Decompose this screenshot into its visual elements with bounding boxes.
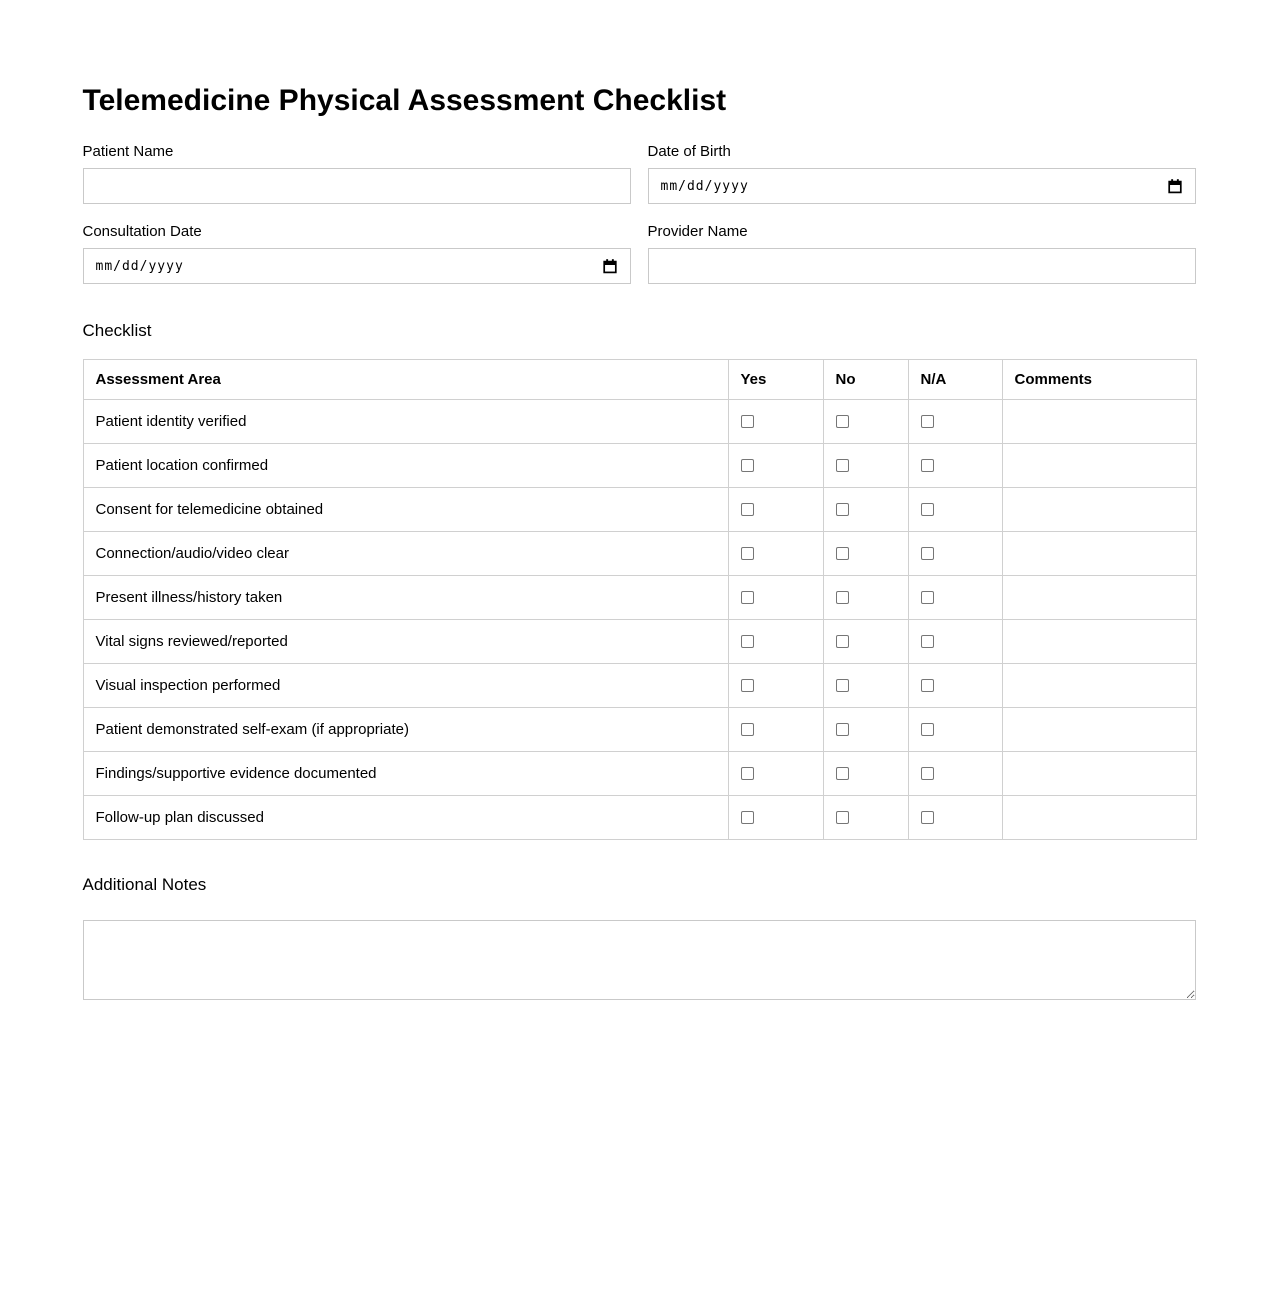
- table-header-row: [83, 359, 1196, 399]
- yes-checkbox[interactable]: [741, 591, 754, 604]
- na-checkbox[interactable]: [921, 547, 934, 560]
- no-checkbox[interactable]: [836, 459, 849, 472]
- provider-name-label: Provider Name: [647, 223, 748, 240]
- assessment-area-cell: Patient identity verified: [83, 399, 728, 443]
- yes-cell: [728, 795, 823, 839]
- no-cell: [823, 619, 908, 663]
- no-cell: [823, 663, 908, 707]
- no-cell: [823, 575, 908, 619]
- no-checkbox[interactable]: [836, 723, 849, 736]
- calendar-icon[interactable]: [1167, 178, 1183, 194]
- date-of-birth-label: Date of Birth: [647, 143, 731, 160]
- patient-name-field: [83, 144, 631, 204]
- assessment-area-cell: Patient location confirmed: [83, 443, 728, 487]
- form-page: [83, 0, 1196, 1005]
- assessment-area-cell: Consent for telemedicine obtained: [83, 487, 728, 531]
- comments-cell: [1002, 751, 1196, 795]
- yes-checkbox[interactable]: [741, 503, 754, 516]
- yes-checkbox[interactable]: [741, 415, 754, 428]
- comments-cell: [1002, 795, 1196, 839]
- comments-cell: [1002, 531, 1196, 575]
- header-yes: Yes: [728, 359, 823, 399]
- na-checkbox[interactable]: [921, 767, 934, 780]
- na-checkbox[interactable]: [921, 811, 934, 824]
- header-comments: Comments: [1002, 359, 1196, 399]
- yes-cell: [728, 443, 823, 487]
- no-cell: [823, 795, 908, 839]
- assessment-area-cell: Follow-up plan discussed: [83, 795, 728, 839]
- assessment-area-cell: Findings/supportive evidence documented: [83, 751, 728, 795]
- consultation-date-input[interactable]: [83, 248, 631, 284]
- no-checkbox[interactable]: [836, 503, 849, 516]
- comments-cell: [1002, 619, 1196, 663]
- na-checkbox[interactable]: [921, 415, 934, 428]
- patient-name-input[interactable]: [83, 168, 631, 204]
- na-cell: [908, 751, 1002, 795]
- header-na: N/A: [908, 359, 1002, 399]
- yes-cell: [728, 575, 823, 619]
- table-row: [83, 531, 1196, 575]
- na-cell: [908, 795, 1002, 839]
- additional-notes-textarea[interactable]: [83, 920, 1196, 1000]
- date-of-birth-placeholder: mm/dd/yyyy: [660, 178, 749, 194]
- yes-checkbox[interactable]: [741, 679, 754, 692]
- table-row: [83, 707, 1196, 751]
- na-checkbox[interactable]: [921, 459, 934, 472]
- no-checkbox[interactable]: [836, 679, 849, 692]
- comments-cell: [1002, 443, 1196, 487]
- table-row: [83, 795, 1196, 839]
- no-cell: [823, 443, 908, 487]
- no-cell: [823, 487, 908, 531]
- no-checkbox[interactable]: [836, 415, 849, 428]
- calendar-icon[interactable]: [602, 258, 618, 274]
- na-cell: [908, 663, 1002, 707]
- yes-checkbox[interactable]: [741, 767, 754, 780]
- table-row: [83, 399, 1196, 443]
- na-checkbox[interactable]: [921, 503, 934, 516]
- yes-cell: [728, 487, 823, 531]
- comments-cell: [1002, 663, 1196, 707]
- na-cell: [908, 487, 1002, 531]
- header-assessment-area: Assessment Area: [83, 359, 728, 399]
- date-of-birth-field: [648, 144, 1196, 204]
- provider-name-input[interactable]: [648, 248, 1196, 284]
- yes-cell: [728, 707, 823, 751]
- na-cell: [908, 575, 1002, 619]
- no-checkbox[interactable]: [836, 767, 849, 780]
- na-cell: [908, 399, 1002, 443]
- date-of-birth-input[interactable]: [648, 168, 1196, 204]
- yes-checkbox[interactable]: [741, 723, 754, 736]
- patient-info-form: [83, 144, 1196, 284]
- assessment-area-cell: Patient demonstrated self-exam (if appropriate): [83, 707, 728, 751]
- yes-cell: [728, 531, 823, 575]
- no-cell: [823, 399, 908, 443]
- na-cell: [908, 443, 1002, 487]
- table-row: [83, 663, 1196, 707]
- patient-name-label: Patient Name: [82, 143, 174, 160]
- header-no: No: [823, 359, 908, 399]
- additional-notes-heading: Additional Notes: [82, 874, 207, 894]
- assessment-area-cell: Connection/audio/video clear: [83, 531, 728, 575]
- yes-cell: [728, 399, 823, 443]
- table-row: [83, 575, 1196, 619]
- na-cell: [908, 531, 1002, 575]
- no-cell: [823, 531, 908, 575]
- na-checkbox[interactable]: [921, 679, 934, 692]
- yes-checkbox[interactable]: [741, 635, 754, 648]
- comments-cell: [1002, 399, 1196, 443]
- na-cell: [908, 619, 1002, 663]
- no-cell: [823, 707, 908, 751]
- yes-checkbox[interactable]: [741, 459, 754, 472]
- table-row: [83, 487, 1196, 531]
- no-cell: [823, 751, 908, 795]
- yes-cell: [728, 751, 823, 795]
- no-checkbox[interactable]: [836, 547, 849, 560]
- table-row: [83, 751, 1196, 795]
- na-checkbox[interactable]: [921, 723, 934, 736]
- checklist-table: [83, 359, 1197, 840]
- consultation-date-field: [83, 224, 631, 284]
- no-checkbox[interactable]: [836, 635, 849, 648]
- yes-cell: [728, 619, 823, 663]
- consultation-date-placeholder: mm/dd/yyyy: [95, 258, 184, 274]
- consultation-date-label: Consultation Date: [82, 223, 202, 240]
- na-checkbox[interactable]: [921, 635, 934, 648]
- na-checkbox[interactable]: [921, 591, 934, 604]
- no-checkbox[interactable]: [836, 811, 849, 824]
- comments-cell: [1002, 575, 1196, 619]
- comments-cell: [1002, 487, 1196, 531]
- na-cell: [908, 707, 1002, 751]
- provider-name-field: [648, 224, 1196, 284]
- yes-cell: [728, 663, 823, 707]
- comments-cell: [1002, 707, 1196, 751]
- checklist-heading: Checklist: [82, 321, 152, 340]
- page-title: Telemedicine Physical Assessment Checklist: [82, 84, 727, 117]
- assessment-area-cell: Visual inspection performed: [83, 663, 728, 707]
- table-row: [83, 443, 1196, 487]
- no-checkbox[interactable]: [836, 591, 849, 604]
- yes-checkbox[interactable]: [741, 547, 754, 560]
- table-row: [83, 619, 1196, 663]
- assessment-area-cell: Present illness/history taken: [83, 575, 728, 619]
- yes-checkbox[interactable]: [741, 811, 754, 824]
- assessment-area-cell: Vital signs reviewed/reported: [83, 619, 728, 663]
